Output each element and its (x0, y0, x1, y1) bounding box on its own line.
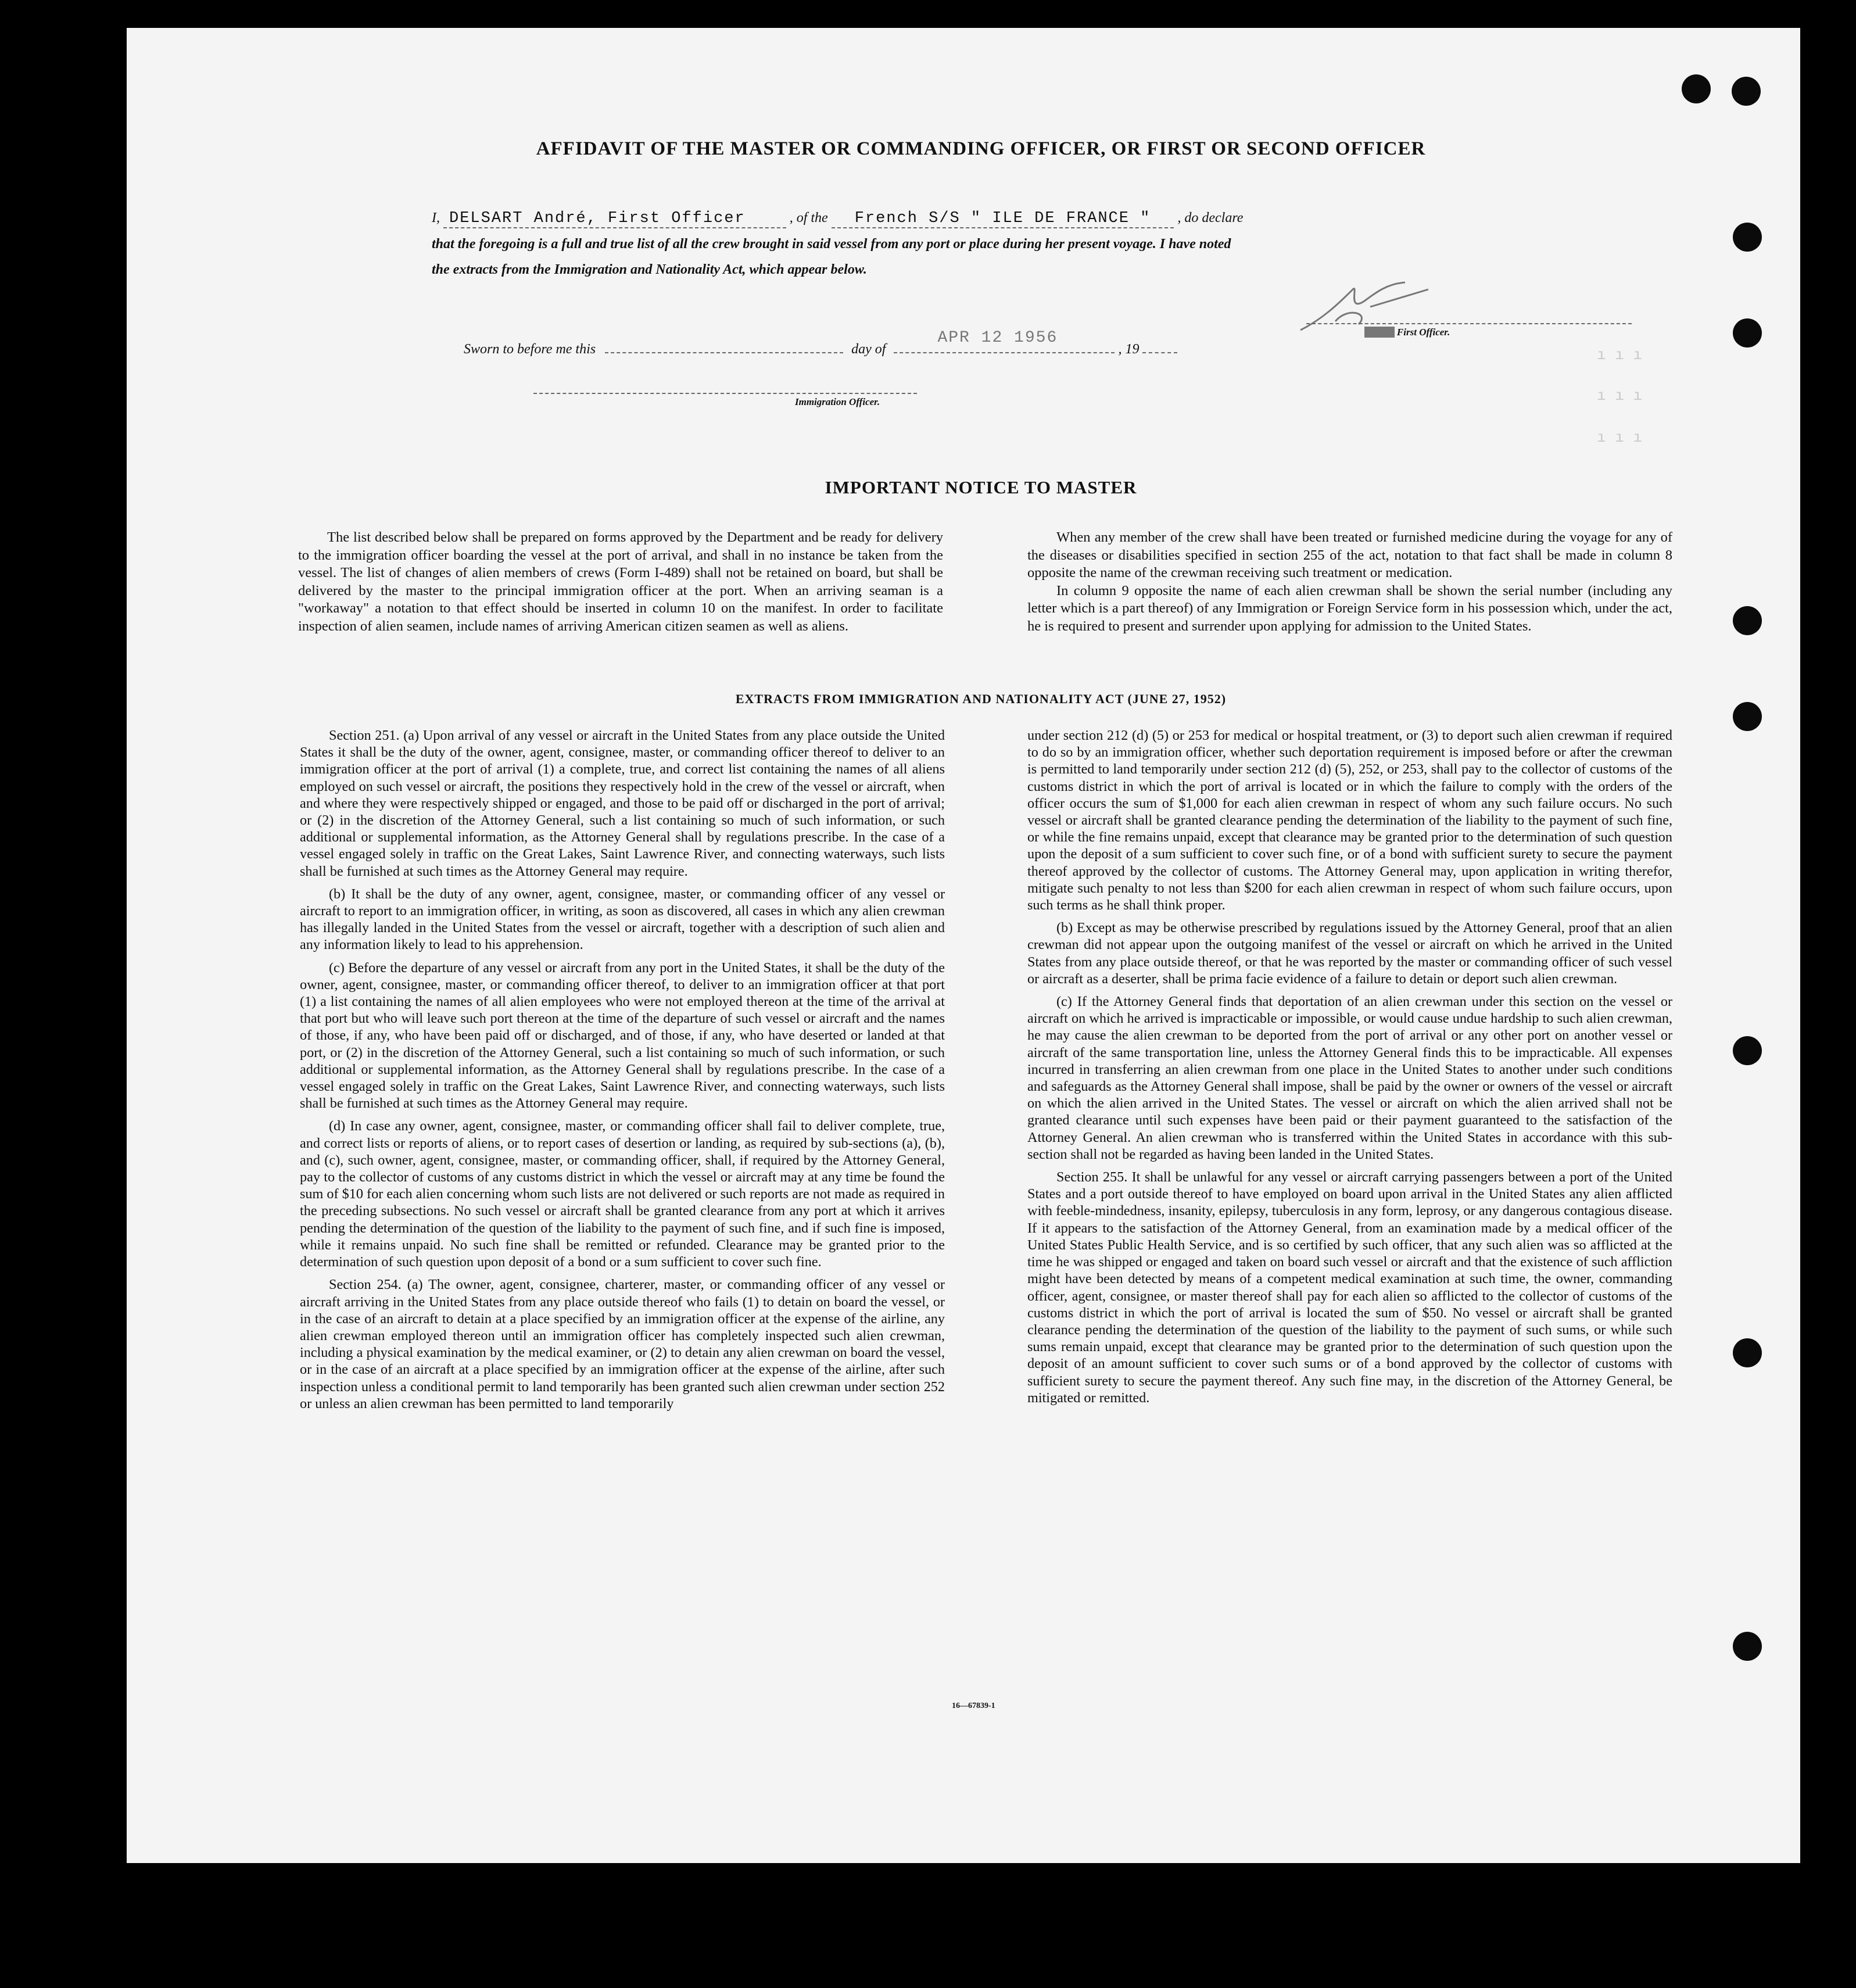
affidavit-title: AFFIDAVIT OF THE MASTER OR COMMANDING OFFICER, OR FIRST OR SECOND OFFICER (536, 138, 1426, 159)
date-stamp: APR 12 1956 (937, 329, 1058, 347)
punch-hole (1733, 318, 1762, 348)
extracts-right-column (1027, 727, 1672, 1412)
form-number: 16—67839-1 (952, 1702, 995, 1710)
sworn-line (464, 329, 1177, 357)
declare-label: , do declare (1177, 210, 1244, 225)
punch-hole (1733, 606, 1762, 635)
bleed-through-text: ı ı ı (1597, 387, 1643, 404)
officer-caption-label: First Officer. (1396, 327, 1450, 338)
extract-paragraph: Section 255. It shall be unlawful for any vessel or aircraft carrying passengers between a port of the United States and a port outside thereof to have employed on board upon arrival in the United States any alien afflicted with feeble-mindedness, insanity, epilepsy, tuberculosis in any form, leprosy, or any dangerous contagious disease. If it appears to the satisfaction of the Attorney General, from an examination made by a medical officer of the United States Public Health Service, and is so certified by such officer, that any such alien was so afflicted at the time he was shipped or engaged and taken on board such vessel or aircraft and that the existence of such affliction might have been detected by means of a competent medical examination at such time, the owner, commanding officer, agent, consignee, or master thereof shall pay for each alien so afflicted to the collector of customs of the customs district in which the port of arrival is located the sum of $50. No vessel or aircraft shall be granted clearance pending the determination of the question of the liability to the payment of such sums, or while such sums remain unpaid, except that clearance may be granted prior to the determination of such question upon the deposit of an amount sufficient to cover such sums or of a bond approved by the collector of customs with sufficient surety to secure the payment thereof. Any such fine may, in the discretion of the Attorney General, be mitigated or remitted. (1027, 1169, 1672, 1406)
punch-hole (1733, 223, 1762, 252)
officer-signature-line (1306, 323, 1632, 324)
extract-paragraph: (b) Except as may be otherwise prescribed by regulations issued by the Attorney General, proof that an alien crewman did not appear upon the outgoing manifest of the vessel or aircraft on which he arrived in the United States from any place outside thereof, or that he was reported by the master or commanding officer of such vessel or aircraft as a deserter, shall be prima facie evidence of a failure to detain or deport such alien crewman. (1027, 920, 1672, 987)
declaration-line-3: the extracts from the Immigration and Nationality Act, which appear below. (432, 262, 867, 277)
officer-caption (1364, 327, 1450, 338)
punch-hole (1733, 1632, 1762, 1661)
sworn-day-blank (605, 352, 843, 353)
punch-hole (1682, 74, 1711, 103)
punch-hole (1733, 1036, 1762, 1065)
year-prefix: , 19 (1118, 342, 1140, 357)
notice-left-paragraph: The list described below shall be prepared on forms approved by the Department and be ready for delivery to the immigration officer boarding the vessel at the port of arrival, and shall in no instance be taken from the vessel. The list of changes of alien members of crews (Form I-489) shall not be retained on board, but shall be delivered by the master to the principal immigration officer at the port. When an arriving seaman is a "workaway" a notation to that effect should be inserted in column 10 on the manifest. In order to facilitate inspection of alien seamen, include names of arriving American citizen seamen as well as aliens. (298, 529, 943, 634)
declaration-prefix: I, (432, 210, 440, 225)
extract-paragraph: (c) If the Attorney General finds that deportation of an alien crewman under this section on the vessel or aircraft on which he arrived is impracticable or impossible, or would cause undue hardship to such alien crewman, he may cause the alien crewman to be deported from the port of arrival or any other port on another vessel or aircraft of the same transportation line, unless the Attorney General finds this to be impracticable. All expenses incurred in transferring an alien crewman from one place in the United States to another under such conditions and safeguards as the Attorney General shall impose, shall be paid by the owner or owners of the vessel or aircraft on which the alien arrived in the United States. The vessel or aircraft on which the alien arrived shall not be granted clearance until such expenses have been paid or their payment guaranteed to the satisfaction of the Attorney General. An alien crewman who is transferred within the United States in accordance with this sub-section shall not be regarded as having been landed in the United States. (1027, 994, 1672, 1162)
notice-right-column (1027, 529, 1672, 644)
extract-paragraph: (d) In case any owner, agent, consignee, master, or commanding officer shall fail to deliver complete, true, and correct lists or reports of aliens, or to report cases of desertion or landing, as required by sub-sections (a), (b), and (c), such owner, agent, consignee, master, or commanding officer, shall, if required by the Attorney General, pay to the collector of customs of any customs district in which the vessel or aircraft may at any time be found the sum of $10 for each alien concerning whom such lists are not delivered or such reports are not made as required in the preceding subsections. No such vessel or aircraft shall be granted clearance from any port at which it arrives pending the determination of the question of the liability to the payment of such fine, and if such fine is imposed, while it remains unpaid. No such fine shall be remitted or refunded. Clearance may be granted prior to the determination of such question upon deposit of a bond or a sum sufficient to cover such fine. (300, 1118, 945, 1270)
extract-paragraph: Section 251. (a) Upon arrival of any vessel or aircraft in the United States from any place outside the United States it shall be the duty of the owner, agent, consignee, master, or commanding officer thereof to deliver to an immigration officer at the port of arrival (1) a complete, true, and correct list containing the names of all aliens employed on such vessel or aircraft, the positions they respectively hold in the crew of the vessel or aircraft, when and where they were respectively shipped or engaged, and those to be paid off or discharged in the port of arrival; or (2) in the discretion of the Attorney General, such a list containing so much of such information, or such additional or supplemental information, as the Attorney General shall by regulations prescribe. In the case of a vessel engaged solely in traffic on the Great Lakes, Saint Lawrence River, and connecting waterways, such lists shall be furnished at such times as the Attorney General may require. (300, 728, 945, 879)
notice-right-paragraph-2: In column 9 opposite the name of each alien crewman shall be shown the serial number (including any letter which is a part thereof) of any Immigration or Foreign Service form in his possession which, under the act, he is required to present and surrender upon applying for admission to the United States. (1027, 582, 1672, 634)
declaration-line-1 (432, 205, 1617, 231)
immigration-officer-signature-line (533, 393, 917, 394)
day-of-label: day of (851, 342, 886, 357)
extract-paragraph: (c) Before the departure of any vessel or aircraft from any port in the United States, it shall be the duty of the owner, agent, consignee, master, or commanding officer thereof, to deliver to an immigration officer at that port (1) a list containing the names of all alien employees who were not employed thereon at the time of the arrival at that port but who will leave such port thereon at the time of the departure of such vessel or aircraft and the names of those, if any, who have been paid off or discharged, and of those, if any, who have deserted or landed at that port, or (2) in the discretion of the Attorney General, such a list containing so much of such information, or such additional or supplemental information, as the Attorney General shall by regulations prescribe. In the case of a vessel engaged solely in traffic on the Great Lakes, Saint Lawrence River, and connecting waterways, such lists shall be furnished at such times as the Attorney General may require. (300, 959, 945, 1112)
sworn-month-blank (894, 329, 1115, 353)
notice-title: IMPORTANT NOTICE TO MASTER (825, 477, 1137, 497)
document-page (127, 28, 1800, 1863)
punch-hole (1732, 77, 1761, 106)
extracts-title: EXTRACTS FROM IMMIGRATION AND NATIONALITY ACT (JUNE 27, 1952) (735, 692, 1227, 706)
of-the-label: , of the (789, 210, 828, 225)
extract-paragraph: Section 254. (a) The owner, agent, consignee, charterer, master, or commanding officer of any vessel or aircraft arriving in the United States from any place outside thereof who fails (1) to detain on board the vessel, or in the case of an aircraft to detain at a place specified by an immigration officer at the expense of the airline, any alien crewman employed thereon until an immigration officer has completely inspected such alien crewman, including a physical examination by the medical examiner, or (2) to detain any alien crewman on board the vessel, or in the case of an aircraft at a place specified by an immigration officer at the expense of the airline, after such inspection unless a conditional permit to land temporarily has been granted such alien crewman under section 252 or unless an alien crewman has been permitted to land temporarily (300, 1277, 945, 1412)
notice-left-column (298, 529, 943, 644)
punch-hole (1733, 1338, 1762, 1367)
extract-paragraph: (b) It shall be the duty of any owner, agent, consignee, master, or commanding officer of any vessel or aircraft to report to an immigration officer, in writing, as soon as discovered, all cases in which any alien crewman has illegally landed in the United States from the vessel or aircraft, together with a description of such alien and any information likely to lead to his apprehension. (300, 886, 945, 953)
declaration-line-2: that the foregoing is a full and true list of all the crew brought in said vessel from any port or place during her present voyage. I have noted (432, 237, 1231, 252)
extract-paragraph: under section 212 (d) (5) or 253 for medical or hospital treatment, or (3) to deport such alien crewman if required to do so by an immigration officer, whether such deportation requirement is imposed before or after the crewman is permitted to land temporarily under section 212 (d) (5), 252, or 253, shall pay to the collector of customs of the customs district in which the port of arrival is located or in which the failure to comply with the orders of the officer occurs the sum of $1,000 for each alien crewman in respect of whom any such failure occurs. No such vessel or aircraft shall be granted clearance pending the determination of the liability to the payment of such fine, or while the fine remains unpaid, except that clearance may be granted prior to the determination of such question upon the deposit of a sum sufficient to cover such fine, or of a bond with sufficient surety to secure the payment thereof approved by the collector of customs. The Attorney General may, upon application in writing therefor, mitigate such penalty to not less than $200 for each alien crewman in respect of whom such failure occurs, upon such terms as he shall think proper. (1027, 728, 1672, 914)
struck-master-label: Master (1364, 327, 1395, 338)
sworn-year-blank (1142, 352, 1177, 353)
bleed-through-text: ı ı ı (1597, 429, 1643, 446)
extracts-left-column (300, 727, 945, 1418)
sworn-prefix: Sworn to before me this (464, 342, 596, 357)
immigration-officer-caption: Immigration Officer. (795, 396, 880, 407)
notice-right-paragraph-1: When any member of the crew shall have been treated or furnished medicine during the voyage for any of the diseases or disabilities specified in section 255 of the act, notation to that fact shall be made in column 8 opposite the name of the crewman receiving such treatment or medication. (1027, 529, 1672, 581)
officer-name-field: DELSART André, First Officer (443, 210, 786, 228)
vessel-name-field: French S/S " ILE DE FRANCE " (832, 210, 1174, 228)
bleed-through-text: ı ı ı (1597, 346, 1643, 364)
